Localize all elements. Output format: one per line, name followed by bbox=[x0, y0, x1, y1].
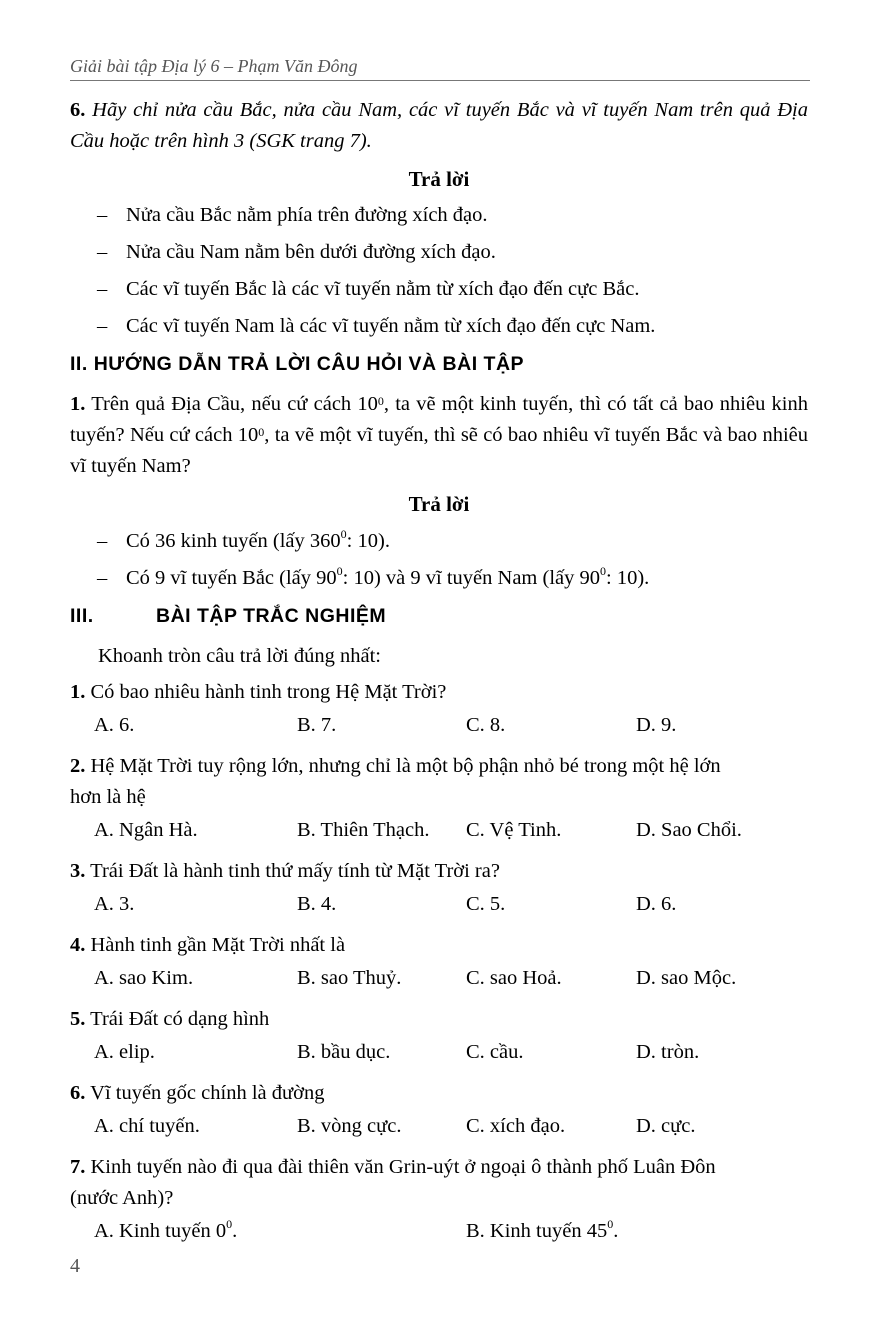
option-c[interactable]: C. 5. bbox=[466, 893, 506, 915]
option-b[interactable]: B. bầu dục. bbox=[297, 1041, 391, 1063]
option-b[interactable]: B. sao Thuỷ. bbox=[297, 967, 402, 989]
mcq-question: 1. Có bao nhiêu hành tinh trong Hệ Mặt Trời? bbox=[70, 681, 447, 703]
page-number: 4 bbox=[70, 1255, 80, 1277]
mcq-question: 4. Hành tinh gần Mặt Trời nhất là bbox=[70, 934, 346, 956]
option-c[interactable]: C. 8. bbox=[466, 714, 506, 736]
option-a[interactable]: A. sao Kim. bbox=[94, 967, 194, 989]
answer-title: Trả lời bbox=[408, 167, 470, 191]
section-heading: III. BÀI TẬP TRẮC NGHIỆM bbox=[70, 605, 387, 627]
section-heading: II. HƯỚNG DẪN TRẢ LỜI CÂU HỎI VÀ BÀI TẬP bbox=[70, 353, 525, 375]
mcq-question: 3. Trái Đất là hành tinh thứ mấy tính từ Mặt Trời ra? bbox=[70, 860, 500, 882]
option-d[interactable]: D. sao Mộc. bbox=[636, 967, 737, 989]
option-b[interactable]: B. Kinh tuyến $45^0$. bbox=[466, 1217, 619, 1242]
page-header: Giải bài tập Địa lý 6 – Phạm Văn Đông bbox=[70, 56, 810, 81]
mcq-question-cont: (nước Anh)? bbox=[70, 1187, 174, 1209]
option-b[interactable]: B. 7. bbox=[297, 714, 337, 736]
answer-item: – Có 9 vĩ tuyến Bắc (lấy $90^0$: 10) và 9 vĩ tuyến Nam (lấy $90^0$: 10). bbox=[97, 564, 650, 589]
question-6 bbox=[70, 95, 808, 157]
option-c[interactable]: C. sao Hoả. bbox=[466, 967, 562, 989]
option-a[interactable]: A. 3. bbox=[94, 893, 135, 915]
option-d[interactable]: D. tròn. bbox=[636, 1041, 700, 1063]
mcq-question: 6. Vĩ tuyến gốc chính là đường bbox=[70, 1082, 325, 1104]
question-number: 6. bbox=[70, 99, 86, 121]
option-d[interactable]: D. 6. bbox=[636, 893, 677, 915]
question-text: Hãy chỉ nửa cầu Bắc, nửa cầu Nam, các vĩ tuyến Bắc và vĩ tuyến Nam trên quả Địa Cầu hoặc trên hình 3 (SGK trang 7). bbox=[70, 99, 808, 152]
option-a[interactable]: A. 6. bbox=[94, 714, 135, 736]
option-d[interactable]: D. cực. bbox=[636, 1115, 696, 1137]
answer-item: – Có 36 kinh tuyến (lấy $360^0$: 10). bbox=[97, 527, 390, 552]
instruction: Khoanh tròn câu trả lời đúng nhất: bbox=[98, 645, 381, 667]
option-b[interactable]: B. vòng cực. bbox=[297, 1115, 402, 1137]
option-c[interactable]: C. cầu. bbox=[466, 1041, 524, 1063]
answer-item: – Các vĩ tuyến Nam là các vĩ tuyến nằm từ xích đạo đến cực Nam. bbox=[97, 315, 656, 337]
mcq-question: 7. Kinh tuyến nào đi qua đài thiên văn Grin-uýt ở ngoại ô thành phố Luân Đôn bbox=[70, 1156, 716, 1178]
answer-item: – Các vĩ tuyến Bắc là các vĩ tuyến nằm từ xích đạo đến cực Bắc. bbox=[97, 278, 640, 300]
mcq-question: 5. Trái Đất có dạng hình bbox=[70, 1008, 270, 1030]
answer-title: Trả lời bbox=[408, 492, 470, 516]
mcq-question: 2. Hệ Mặt Trời tuy rộng lớn, nhưng chỉ là một bộ phận nhỏ bé trong một hệ lớn bbox=[70, 755, 721, 777]
option-d[interactable]: D. 9. bbox=[636, 714, 677, 736]
option-c[interactable]: C. Vệ Tinh. bbox=[466, 819, 562, 841]
option-b[interactable]: B. 4. bbox=[297, 893, 337, 915]
mcq-question-cont: hơn là hệ bbox=[70, 786, 146, 808]
option-a[interactable]: A. Ngân Hà. bbox=[94, 819, 198, 841]
option-d[interactable]: D. Sao Chổi. bbox=[636, 819, 742, 841]
option-c[interactable]: C. xích đạo. bbox=[466, 1115, 566, 1137]
answer-item: – Nửa cầu Nam nằm bên dưới đường xích đạo. bbox=[97, 241, 496, 263]
option-a[interactable]: A. chí tuyến. bbox=[94, 1115, 200, 1137]
section2-question-1: 1. Trên quả Địa Cầu, nếu cứ cách $10^0$, ta vẽ một kinh tuyến, thì có tất cả bao nhiêu kinh tuyến? Nếu cứ cách $10^0$, ta vẽ một vĩ tuyến, thì sẽ có bao nhiêu vĩ tuyến Bắc và bao nhiêu vĩ tuyến Nam? bbox=[70, 393, 808, 477]
option-a[interactable]: A. elip. bbox=[94, 1041, 155, 1063]
answer-item: – Nửa cầu Bắc nằm phía trên đường xích đạo. bbox=[97, 204, 488, 226]
option-a[interactable]: A. Kinh tuyến $0^0$. bbox=[94, 1217, 238, 1242]
option-b[interactable]: B. Thiên Thạch. bbox=[297, 819, 430, 841]
